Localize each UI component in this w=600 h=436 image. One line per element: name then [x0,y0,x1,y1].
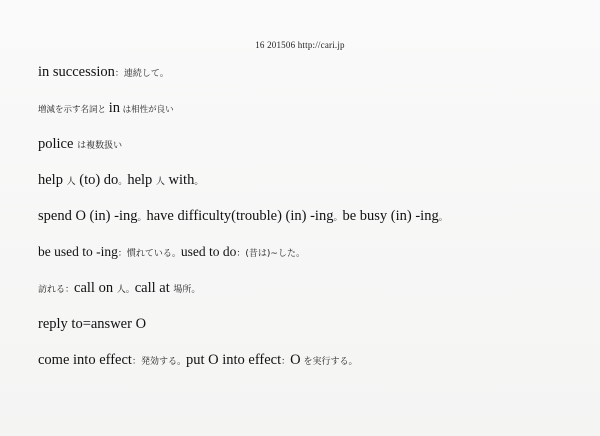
page-header: 16 201506 http://cari.jp [255,40,345,50]
note-line-6 [38,244,305,260]
note-segment: with [164,172,195,188]
note-segment: ： [281,357,291,367]
note-segment: 。 [194,177,204,187]
note-segment: 人 [116,285,126,295]
note-segment: 。 [137,213,147,223]
note-segment: 訪れる： [38,285,75,295]
note-segment: spend O (in) -ing [38,208,138,224]
note-segment: ：発効する。 [131,357,186,367]
note-segment: )~した。 [266,249,305,259]
note-segment: be busy (in) -ing [342,208,439,224]
note-segment: 増減を示す名詞と [38,105,109,115]
note-segment: 人 [66,177,76,187]
note-line-4 [38,172,203,188]
note-line-8 [38,316,146,332]
note-segment: help [38,172,67,188]
note-segment: 。 [438,213,448,223]
note-segment: 。 [191,285,201,295]
note-segment: 。 [125,285,135,295]
note-segment: be used to -ing [38,244,118,259]
note-segment: 昔は [248,249,267,259]
note-segment: used to do [180,244,237,259]
note-segment: 。 [118,177,128,187]
note-line-1 [38,64,169,80]
note-line-9 [38,352,358,368]
note-line-2 [38,100,174,116]
note-segment: O [290,352,301,368]
note-line-3 [38,136,122,152]
note-segment: in succession [38,64,115,80]
note-segment: in [108,100,120,116]
note-segment: help [127,172,156,188]
note-segment: ：( [236,249,249,259]
note-segment: call on [74,280,117,296]
note-segment: come into effect [38,352,132,368]
note-segment: 人 [155,177,165,187]
note-segment: ：連続して。 [114,69,169,79]
note-segment: は相性が良い [119,105,174,115]
note-segment: 。 [333,213,343,223]
note-segment: call at [134,280,174,296]
note-segment: は複数扱い [77,141,123,151]
note-segment: put O into effect [185,352,282,368]
note-segment: ：慣れている。 [117,249,181,259]
note-segment: have difficulty(trouble) (in) -ing [146,208,334,224]
note-segment: 場所 [173,285,192,295]
note-segment: reply to=answer O [38,316,147,332]
note-segment: を実行する。 [300,357,358,367]
note-segment: (to) do [75,172,119,188]
note-line-5 [38,208,448,224]
note-line-7 [38,280,200,296]
note-segment: police [38,136,78,152]
